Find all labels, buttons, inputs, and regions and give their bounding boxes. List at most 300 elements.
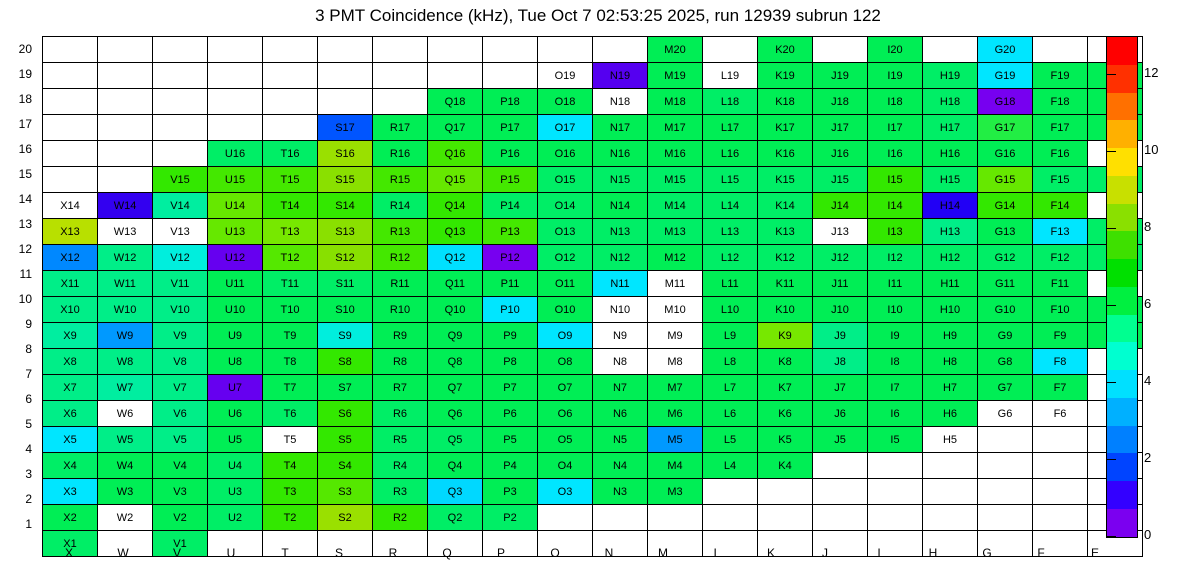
heatmap-cell: Q17	[428, 115, 483, 141]
x-axis-tick: X	[64, 546, 73, 560]
heatmap-cell: I20	[868, 37, 923, 63]
heatmap-cell: G16	[978, 141, 1033, 167]
heatmap-cell: L8	[703, 349, 758, 375]
heatmap-row	[43, 89, 1143, 115]
heatmap-cell: K8	[758, 349, 813, 375]
heatmap-cell: H12	[923, 245, 978, 271]
heatmap-cell: K20	[758, 37, 813, 63]
heatmap-cell: K16	[758, 141, 813, 167]
heatmap-cell: U8	[208, 349, 263, 375]
heatmap-cell-empty	[813, 479, 868, 505]
heatmap-cell: F19	[1033, 63, 1088, 89]
heatmap-cell: P12	[483, 245, 538, 271]
heatmap-cell-empty	[208, 37, 263, 63]
heatmap-cell: Q3	[428, 479, 483, 505]
heatmap-cell: G12	[978, 245, 1033, 271]
colorbar	[1106, 36, 1138, 538]
heatmap-cell: R2	[373, 505, 428, 531]
heatmap-cell: T6	[263, 401, 318, 427]
colorbar-segment	[1107, 259, 1137, 287]
heatmap-row	[43, 505, 1143, 531]
colorbar-segment	[1107, 370, 1137, 398]
heatmap-cell: V7	[153, 375, 208, 401]
heatmap-cell: T8	[263, 349, 318, 375]
heatmap-cell: O12	[538, 245, 593, 271]
heatmap-cell: H8	[923, 349, 978, 375]
heatmap-cell-empty	[428, 37, 483, 63]
heatmap-cell: Q16	[428, 141, 483, 167]
heatmap-cell: M19	[648, 63, 703, 89]
x-axis-tick: Q	[442, 546, 452, 560]
heatmap-cell: R8	[373, 349, 428, 375]
heatmap-cell-empty	[263, 89, 318, 115]
heatmap-cell: R12	[373, 245, 428, 271]
y-axis-tick: 1	[25, 517, 32, 531]
heatmap-cell: N7	[593, 375, 648, 401]
heatmap-cell: W14	[98, 193, 153, 219]
colorbar-tick-mark	[1106, 74, 1116, 75]
heatmap-cell: F14	[1033, 193, 1088, 219]
heatmap-cell: Q6	[428, 401, 483, 427]
heatmap-cell: G19	[978, 63, 1033, 89]
heatmap-cell-empty	[318, 63, 373, 89]
heatmap-cell: N14	[593, 193, 648, 219]
heatmap-cell: O13	[538, 219, 593, 245]
heatmap-cell: L4	[703, 453, 758, 479]
x-axis-tick: G	[982, 546, 992, 560]
heatmap-cell: V11	[153, 271, 208, 297]
heatmap-cell: L19	[703, 63, 758, 89]
heatmap-cell: X6	[43, 401, 98, 427]
heatmap-cell-empty	[208, 89, 263, 115]
heatmap-cell: W6	[98, 401, 153, 427]
heatmap-cell: V3	[153, 479, 208, 505]
heatmap-cell: W11	[98, 271, 153, 297]
heatmap-cell: H19	[923, 63, 978, 89]
heatmap-cell: W13	[98, 219, 153, 245]
colorbar-tick-label: 8	[1144, 219, 1152, 235]
y-axis-tick: 4	[25, 442, 32, 456]
heatmap-cell: I15	[868, 167, 923, 193]
heatmap-cell: M13	[648, 219, 703, 245]
heatmap-cell: H15	[923, 167, 978, 193]
x-axis-tick: N	[604, 546, 614, 560]
heatmap-cell: H17	[923, 115, 978, 141]
heatmap-cell: L7	[703, 375, 758, 401]
heatmap-cell-empty	[923, 453, 978, 479]
heatmap-cell: R9	[373, 323, 428, 349]
heatmap-cell: N17	[593, 115, 648, 141]
heatmap-cell: T11	[263, 271, 318, 297]
heatmap-cell: K4	[758, 453, 813, 479]
heatmap-cell-empty	[1033, 505, 1088, 531]
heatmap-cell: R5	[373, 427, 428, 453]
x-axis-tick: R	[388, 546, 398, 560]
heatmap-cell: U2	[208, 505, 263, 531]
colorbar-segment	[1107, 93, 1137, 121]
colorbar-tick-label: 12	[1144, 65, 1159, 81]
heatmap-cell: R17	[373, 115, 428, 141]
heatmap-cell: R4	[373, 453, 428, 479]
heatmap-cell: T13	[263, 219, 318, 245]
heatmap-cell: S10	[318, 297, 373, 323]
heatmap-cell: Q4	[428, 453, 483, 479]
colorbar-tick-label: 2	[1144, 450, 1152, 466]
heatmap-cell: G7	[978, 375, 1033, 401]
heatmap-cell: M10	[648, 297, 703, 323]
heatmap-cell: X11	[43, 271, 98, 297]
x-axis-tick: L	[713, 546, 721, 560]
heatmap-cell-empty	[153, 37, 208, 63]
heatmap-cell-empty	[43, 89, 98, 115]
heatmap-cell-empty	[593, 37, 648, 63]
heatmap-cell: G8	[978, 349, 1033, 375]
heatmap-cell: V13	[153, 219, 208, 245]
heatmap-cell: N3	[593, 479, 648, 505]
heatmap-cell: H9	[923, 323, 978, 349]
heatmap-cell-empty	[153, 89, 208, 115]
heatmap-cell: N5	[593, 427, 648, 453]
y-axis-tick: 11	[19, 267, 32, 281]
heatmap-cell: N18	[593, 89, 648, 115]
heatmap-cell: P13	[483, 219, 538, 245]
heatmap-cell: P4	[483, 453, 538, 479]
heatmap-cell: L16	[703, 141, 758, 167]
colorbar-segment	[1107, 426, 1137, 454]
heatmap-cell: N6	[593, 401, 648, 427]
heatmap-cell: U16	[208, 141, 263, 167]
heatmap-cell-empty	[263, 115, 318, 141]
heatmap-cell: G17	[978, 115, 1033, 141]
heatmap-cell: G6	[978, 401, 1033, 427]
heatmap-cell: Q13	[428, 219, 483, 245]
heatmap-cell: O10	[538, 297, 593, 323]
heatmap-cell: M7	[648, 375, 703, 401]
heatmap-cell: P8	[483, 349, 538, 375]
heatmap-cell: M3	[648, 479, 703, 505]
heatmap-cell: U15	[208, 167, 263, 193]
heatmap-cell: G15	[978, 167, 1033, 193]
heatmap-cell: F7	[1033, 375, 1088, 401]
heatmap-cell: X3	[43, 479, 98, 505]
heatmap-cell: X5	[43, 427, 98, 453]
heatmap-cell: I12	[868, 245, 923, 271]
heatmap-cell: O18	[538, 89, 593, 115]
heatmap-cell: S5	[318, 427, 373, 453]
heatmap-cell: L15	[703, 167, 758, 193]
heatmap-cell: Q8	[428, 349, 483, 375]
heatmap-cell-empty	[263, 37, 318, 63]
colorbar-tick-label: 4	[1144, 373, 1152, 389]
y-axis-tick: 14	[18, 192, 32, 206]
heatmap-cell: T15	[263, 167, 318, 193]
heatmap-cell-empty	[153, 141, 208, 167]
heatmap-cell-empty	[153, 63, 208, 89]
heatmap-cell-empty	[593, 505, 648, 531]
heatmap-cell: J19	[813, 63, 868, 89]
colorbar-tick-mark	[1106, 228, 1116, 229]
heatmap-cell: T5	[263, 427, 318, 453]
heatmap-row	[43, 375, 1143, 401]
heatmap-cell: P2	[483, 505, 538, 531]
heatmap-cell: H6	[923, 401, 978, 427]
heatmap-cell: L9	[703, 323, 758, 349]
heatmap-cell: M8	[648, 349, 703, 375]
heatmap-cell-empty	[43, 167, 98, 193]
heatmap-cell: S6	[318, 401, 373, 427]
heatmap-cell: W7	[98, 375, 153, 401]
heatmap-cell: W4	[98, 453, 153, 479]
heatmap-cell: O11	[538, 271, 593, 297]
heatmap-cell: H5	[923, 427, 978, 453]
colorbar-tick-mark	[1106, 151, 1116, 152]
heatmap-cell: J10	[813, 297, 868, 323]
heatmap-cell: F17	[1033, 115, 1088, 141]
colorbar-tick-mark	[1106, 382, 1116, 383]
heatmap-cell-empty	[703, 505, 758, 531]
heatmap-cell: Q5	[428, 427, 483, 453]
heatmap-cell: L14	[703, 193, 758, 219]
heatmap-cell-empty	[978, 505, 1033, 531]
heatmap-cell: Q2	[428, 505, 483, 531]
heatmap-cell: O8	[538, 349, 593, 375]
heatmap-cell-empty	[208, 63, 263, 89]
heatmap-cell: P18	[483, 89, 538, 115]
heatmap-cell: M6	[648, 401, 703, 427]
heatmap-cell: X4	[43, 453, 98, 479]
heatmap-cell: K14	[758, 193, 813, 219]
heatmap-cell: M4	[648, 453, 703, 479]
y-axis-tick: 20	[18, 42, 32, 56]
heatmap-cell: K5	[758, 427, 813, 453]
heatmap-cell-empty	[758, 505, 813, 531]
heatmap-cell: G10	[978, 297, 1033, 323]
heatmap-cell: J11	[813, 271, 868, 297]
heatmap-cell: W9	[98, 323, 153, 349]
heatmap-cell-empty	[483, 63, 538, 89]
colorbar-tick-mark	[1106, 536, 1116, 537]
heatmap-cell: N13	[593, 219, 648, 245]
heatmap-cell: Q9	[428, 323, 483, 349]
heatmap-cell: I5	[868, 427, 923, 453]
heatmap-cell-empty	[1033, 37, 1088, 63]
heatmap-cell: J7	[813, 375, 868, 401]
colorbar-segment	[1107, 398, 1137, 426]
heatmap-cell-empty	[923, 505, 978, 531]
heatmap-cell: U9	[208, 323, 263, 349]
colorbar-segment	[1107, 65, 1137, 93]
heatmap-cell: H11	[923, 271, 978, 297]
heatmap-cell: Q10	[428, 297, 483, 323]
heatmap-cell: U14	[208, 193, 263, 219]
heatmap-cell: R14	[373, 193, 428, 219]
heatmap-cell: X10	[43, 297, 98, 323]
heatmap-cell: P16	[483, 141, 538, 167]
heatmap-cell: I11	[868, 271, 923, 297]
colorbar-segment	[1107, 204, 1137, 232]
heatmap-cell-empty	[318, 37, 373, 63]
heatmap-cell: J18	[813, 89, 868, 115]
heatmap-cell-empty	[978, 427, 1033, 453]
heatmap-cell: M15	[648, 167, 703, 193]
heatmap-cell: J6	[813, 401, 868, 427]
heatmap-cell: P9	[483, 323, 538, 349]
y-axis-tick: 17	[18, 117, 32, 131]
colorbar-segment	[1107, 120, 1137, 148]
y-axis-tick: 6	[25, 392, 32, 406]
heatmap-row	[43, 401, 1143, 427]
heatmap-cell: P17	[483, 115, 538, 141]
heatmap-cell: V10	[153, 297, 208, 323]
heatmap-cell: S15	[318, 167, 373, 193]
heatmap-cell: V5	[153, 427, 208, 453]
heatmap-cell-empty	[1033, 453, 1088, 479]
heatmap-cell-empty	[538, 505, 593, 531]
x-axis-tick: U	[226, 546, 236, 560]
colorbar-tick-label: 0	[1144, 527, 1152, 542]
heatmap-cell: N10	[593, 297, 648, 323]
y-axis-tick: 2	[25, 492, 32, 506]
x-axis-tick: J	[822, 546, 828, 560]
heatmap-cell: R13	[373, 219, 428, 245]
y-axis-tick: 10	[18, 292, 32, 306]
heatmap-cell: T2	[263, 505, 318, 531]
x-axis-tick: K	[766, 546, 775, 560]
heatmap-cell-empty	[43, 63, 98, 89]
heatmap-cell: H16	[923, 141, 978, 167]
heatmap-cell: K18	[758, 89, 813, 115]
heatmap-cell: U7	[208, 375, 263, 401]
heatmap-cell: S11	[318, 271, 373, 297]
heatmap-cell: O4	[538, 453, 593, 479]
heatmap-cell: X8	[43, 349, 98, 375]
heatmap-cell: V1	[153, 531, 208, 557]
heatmap-cell-empty	[923, 479, 978, 505]
colorbar-segment	[1107, 176, 1137, 204]
heatmap-row	[43, 427, 1143, 453]
heatmap-cell-empty	[483, 37, 538, 63]
heatmap-cell: M18	[648, 89, 703, 115]
x-axis-tick: O	[550, 546, 560, 560]
colorbar-segment	[1107, 287, 1137, 315]
heatmap-cell: G18	[978, 89, 1033, 115]
heatmap-cell: P3	[483, 479, 538, 505]
y-axis-tick: 9	[25, 317, 32, 331]
heatmap-cell: M5	[648, 427, 703, 453]
heatmap-cell: I10	[868, 297, 923, 323]
heatmap-cell: P11	[483, 271, 538, 297]
heatmap-cell: J17	[813, 115, 868, 141]
heatmap-cell: T10	[263, 297, 318, 323]
heatmap-cell: W3	[98, 479, 153, 505]
heatmap-cell: H14	[923, 193, 978, 219]
heatmap-cell-empty	[1033, 427, 1088, 453]
heatmap-cell-empty	[43, 37, 98, 63]
heatmap-cell: H13	[923, 219, 978, 245]
heatmap-cell: M11	[648, 271, 703, 297]
heatmap-cell: N4	[593, 453, 648, 479]
heatmap-cell: W10	[98, 297, 153, 323]
heatmap-cell: J16	[813, 141, 868, 167]
heatmap-cell: J5	[813, 427, 868, 453]
heatmap-cell: K19	[758, 63, 813, 89]
heatmap-cell: I13	[868, 219, 923, 245]
heatmap-cell: H7	[923, 375, 978, 401]
heatmap-cell: O19	[538, 63, 593, 89]
heatmap-cell: Q14	[428, 193, 483, 219]
colorbar-segment	[1107, 453, 1137, 481]
heatmap-cell: M9	[648, 323, 703, 349]
heatmap-cell: O9	[538, 323, 593, 349]
colorbar-segment	[1107, 231, 1137, 259]
heatmap-cell-empty	[208, 115, 263, 141]
colorbar-segment	[1107, 342, 1137, 370]
heatmap-cell: F11	[1033, 271, 1088, 297]
heatmap-cell: F6	[1033, 401, 1088, 427]
heatmap-cell: F8	[1033, 349, 1088, 375]
heatmap-cell: V8	[153, 349, 208, 375]
heatmap-cell: K7	[758, 375, 813, 401]
heatmap-cell: U12	[208, 245, 263, 271]
heatmap-cell: X13	[43, 219, 98, 245]
heatmap-cell: Q11	[428, 271, 483, 297]
heatmap-cell: O16	[538, 141, 593, 167]
heatmap-cell: S2	[318, 505, 373, 531]
y-axis-tick: 15	[18, 167, 32, 181]
y-axis-tick: 5	[25, 417, 32, 431]
heatmap-cell: X1	[43, 531, 98, 557]
heatmap-row	[43, 453, 1143, 479]
heatmap-cell: V2	[153, 505, 208, 531]
heatmap-cell: L10	[703, 297, 758, 323]
heatmap-cell: T16	[263, 141, 318, 167]
heatmap-cell: J8	[813, 349, 868, 375]
heatmap-cell: F10	[1033, 297, 1088, 323]
heatmap-cell: S8	[318, 349, 373, 375]
heatmap-cell: I8	[868, 349, 923, 375]
heatmap-cell: Q7	[428, 375, 483, 401]
heatmap-cell: K17	[758, 115, 813, 141]
heatmap-cell: F18	[1033, 89, 1088, 115]
heatmap-cell: G9	[978, 323, 1033, 349]
x-axis-tick: I	[877, 546, 881, 560]
heatmap-cell: K6	[758, 401, 813, 427]
heatmap-cell: N11	[593, 271, 648, 297]
heatmap-cell: O15	[538, 167, 593, 193]
heatmap-cell-empty	[978, 479, 1033, 505]
colorbar-tick-label: 10	[1144, 142, 1159, 158]
heatmap-row	[43, 349, 1143, 375]
heatmap-cell: K13	[758, 219, 813, 245]
heatmap-cell: O17	[538, 115, 593, 141]
heatmap-cell: U10	[208, 297, 263, 323]
heatmap-cell-empty	[648, 505, 703, 531]
heatmap-cell: Q12	[428, 245, 483, 271]
y-axis-tick: 16	[18, 142, 32, 156]
heatmap-cell: P7	[483, 375, 538, 401]
heatmap-cell: P5	[483, 427, 538, 453]
heatmap-cell: G14	[978, 193, 1033, 219]
x-axis-tick: M	[658, 546, 668, 560]
heatmap-cell-empty	[98, 89, 153, 115]
heatmap-cell: M16	[648, 141, 703, 167]
heatmap-cell: K10	[758, 297, 813, 323]
heatmap-cell-empty	[318, 89, 373, 115]
heatmap-cell: G20	[978, 37, 1033, 63]
heatmap-row	[43, 63, 1143, 89]
heatmap-cell: J12	[813, 245, 868, 271]
heatmap-cell-empty	[703, 37, 758, 63]
